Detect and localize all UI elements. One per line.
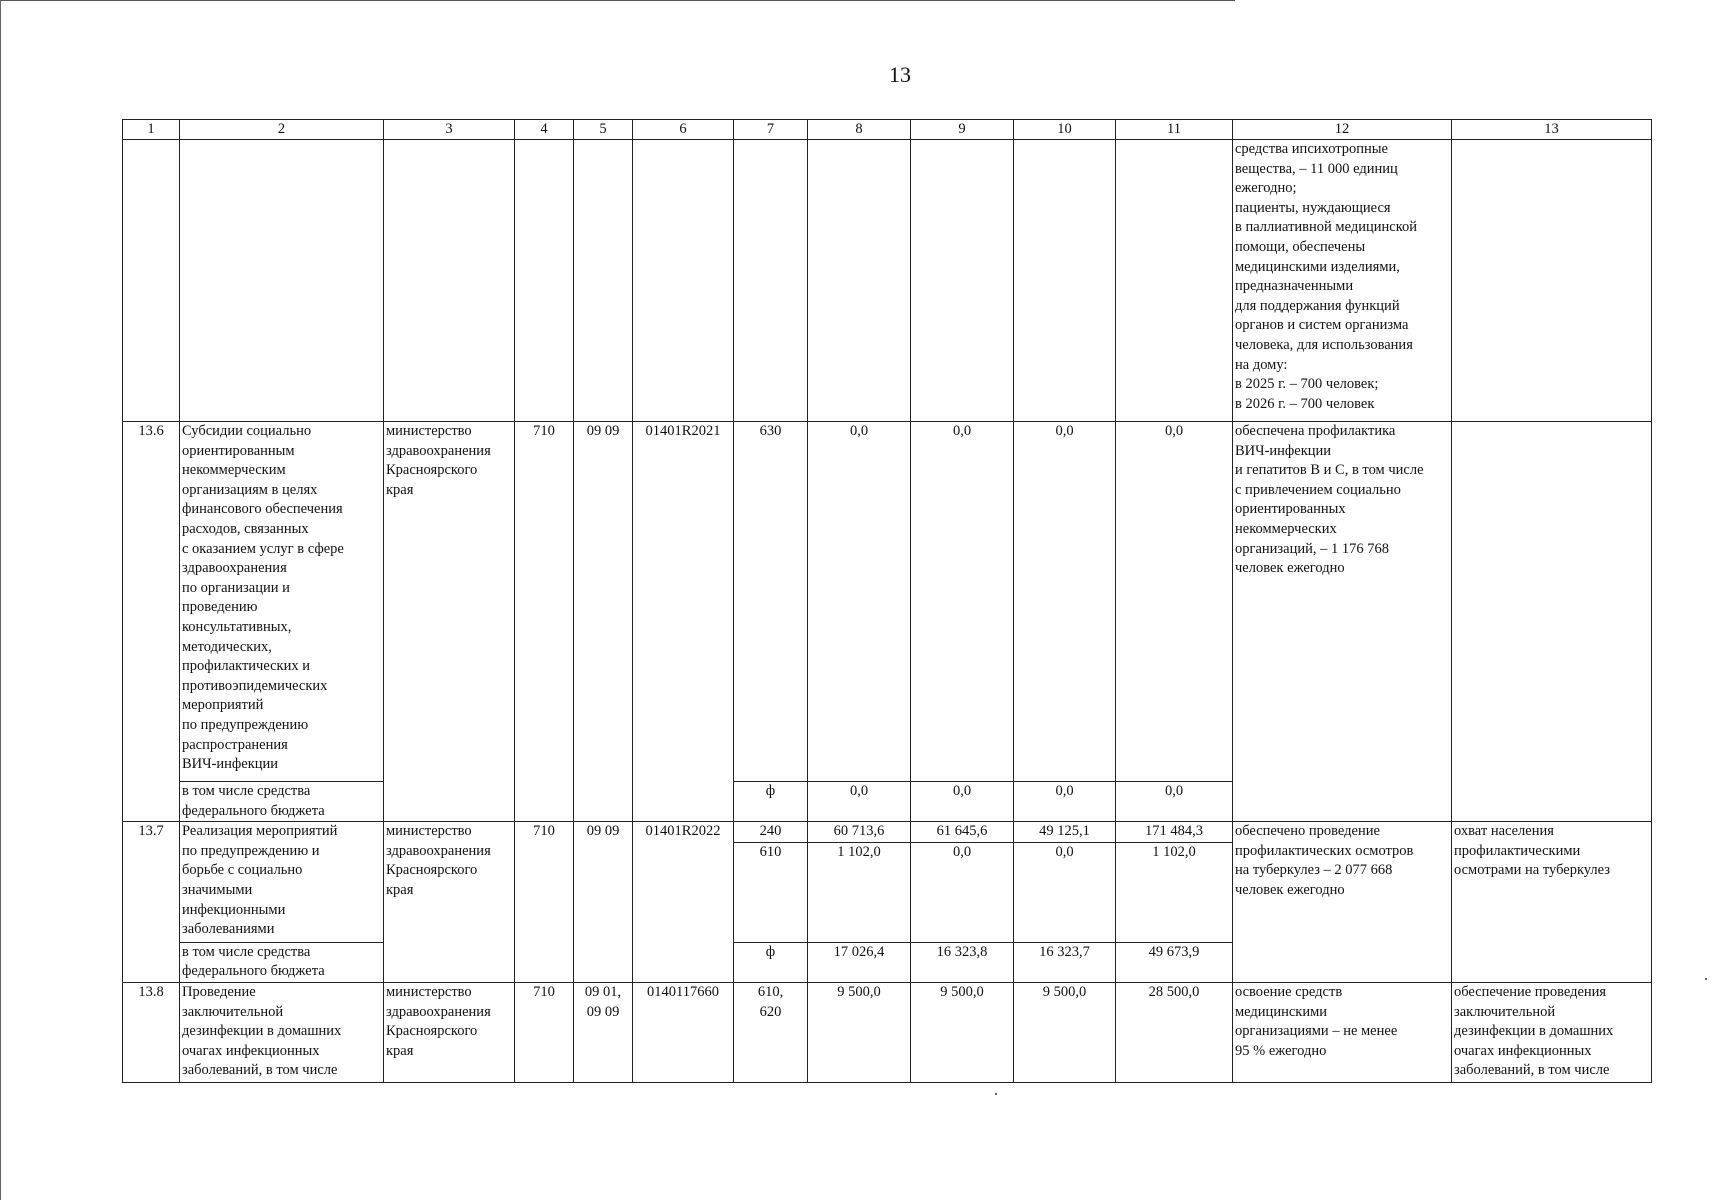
executor: министерство здравоохранения Красноярского края: [384, 982, 515, 1082]
col-header-1: 1: [123, 120, 180, 140]
table-row-13-6: [123, 422, 1652, 782]
expected-result: обеспечено проведение профилактических осмотров на туберкулез – 2 077 668 человек ежегодно: [1233, 822, 1452, 983]
activity-name: Проведение заключительной дезинфекции в домашних очагах инфекционных заболеваний, в том числе: [180, 982, 384, 1082]
federal-code: ф: [734, 782, 808, 822]
section-code: 09 01, 09 09: [574, 982, 633, 1082]
table-row-13-8: [123, 982, 1652, 1082]
indicator: [1452, 422, 1652, 822]
scan-speck: [1705, 978, 1707, 980]
amount-total: 28 500,0: [1116, 982, 1233, 1082]
amount-total: 1 102,0: [1116, 842, 1233, 942]
amount-2026: 0,0: [1014, 842, 1116, 942]
federal-amount-2024: 17 026,4: [808, 942, 911, 982]
federal-budget-label: в том числе средства федерального бюджета: [180, 942, 384, 982]
grbs-code: 710: [515, 422, 574, 822]
col-header-3: 3: [384, 120, 515, 140]
federal-budget-label: в том числе средства федерального бюджета: [180, 782, 384, 822]
table-row-continuation: [123, 140, 1652, 422]
page-number: 13: [889, 62, 911, 87]
federal-amount-2024: 0,0: [808, 782, 911, 822]
amount-2026: 49 125,1: [1014, 822, 1116, 843]
amount-2026: 0,0: [1014, 422, 1116, 782]
amount-2024: 0,0: [808, 422, 911, 782]
expected-result: обеспечена профилактика ВИЧ-инфекции и гепатитов В и С, в том числе с привлечением социально ориентированных некоммерческих организаций, – 1 176 768 человек ежегодно: [1233, 422, 1452, 822]
scan-left-border: [0, 0, 1, 1200]
executor: министерство здравоохранения Красноярского края: [384, 422, 515, 822]
federal-amount-total: 49 673,9: [1116, 942, 1233, 982]
amount-2024: 9 500,0: [808, 982, 911, 1082]
program-activities-table: [122, 119, 1652, 1083]
col-header-6: 6: [633, 120, 734, 140]
col-header-7: 7: [734, 120, 808, 140]
federal-amount-2025: 16 323,8: [911, 942, 1014, 982]
col-header-9: 9: [911, 120, 1014, 140]
row-number: 13.8: [123, 982, 180, 1082]
expected-result: освоение средств медицинскими организациями – не менее 95 % ежегодно: [1233, 982, 1452, 1082]
expense-type-code: 240: [734, 822, 808, 843]
federal-amount-2026: 0,0: [1014, 782, 1116, 822]
col-header-11: 11: [1116, 120, 1233, 140]
col-header-8: 8: [808, 120, 911, 140]
amount-2025: 61 645,6: [911, 822, 1014, 843]
expense-type-code: 610, 620: [734, 982, 808, 1082]
col-header-12: 12: [1233, 120, 1452, 140]
activity-name: Реализация мероприятий по предупреждению и борьбе с социально значимыми инфекционными заболеваниями: [180, 822, 384, 943]
activity-name: Субсидии социально ориентированным некоммерческим организациям в целях финансового обеспечения расходов, связанных с оказанием услуг в сфере здравоохранения по организации и проведению консультативных, методических, профилактических и противоэпидемических мероприятий по предупреждению распространения ВИЧ-инфекции: [180, 422, 384, 782]
row-number: 13.7: [123, 822, 180, 983]
target-article-code: 01401R2022: [633, 822, 734, 983]
indicator: обеспечение проведения заключительной дезинфекции в домашних очагах инфекционных заболеваний, в том числе: [1452, 982, 1652, 1082]
amount-2026: 9 500,0: [1014, 982, 1116, 1082]
federal-amount-2026: 16 323,7: [1014, 942, 1116, 982]
amount-2025: 0,0: [911, 422, 1014, 782]
amount-2024: 1 102,0: [808, 842, 911, 942]
col-header-4: 4: [515, 120, 574, 140]
target-article-code: 0140117660: [633, 982, 734, 1082]
executor: министерство здравоохранения Красноярского края: [384, 822, 515, 983]
amount-total: 171 484,3: [1116, 822, 1233, 843]
federal-code: ф: [734, 942, 808, 982]
target-article-code: 01401R2021: [633, 422, 734, 822]
continuation-result-text: средства ипсихотропные вещества, – 11 000 единиц ежегодно; пациенты, нуждающиеся в паллиативной медицинской помощи, обеспечены медицинскими изделиями, предназначенными для поддержания функций органов и систем организма человека, для использования на дому: в 2025 г. – 700 человек; в 2026 г. – 700 человек: [1233, 140, 1452, 422]
amount-2024: 60 713,6: [808, 822, 911, 843]
col-header-13: 13: [1452, 120, 1652, 140]
expense-type-code: 610: [734, 842, 808, 942]
section-code: 09 09: [574, 822, 633, 983]
table-row-13-7: [123, 822, 1652, 843]
scan-speck: [995, 1093, 997, 1095]
amount-total: 0,0: [1116, 422, 1233, 782]
expense-type-code: 630: [734, 422, 808, 782]
col-header-10: 10: [1014, 120, 1116, 140]
federal-amount-2025: 0,0: [911, 782, 1014, 822]
section-code: 09 09: [574, 422, 633, 822]
amount-2025: 0,0: [911, 842, 1014, 942]
grbs-code: 710: [515, 982, 574, 1082]
col-header-2: 2: [180, 120, 384, 140]
col-header-5: 5: [574, 120, 633, 140]
indicator: охват населения профилактическими осмотрами на туберкулез: [1452, 822, 1652, 983]
scan-top-border: [0, 0, 1235, 1]
grbs-code: 710: [515, 822, 574, 983]
row-number: 13.6: [123, 422, 180, 822]
column-number-row: [123, 120, 1652, 140]
federal-amount-total: 0,0: [1116, 782, 1233, 822]
amount-2025: 9 500,0: [911, 982, 1014, 1082]
